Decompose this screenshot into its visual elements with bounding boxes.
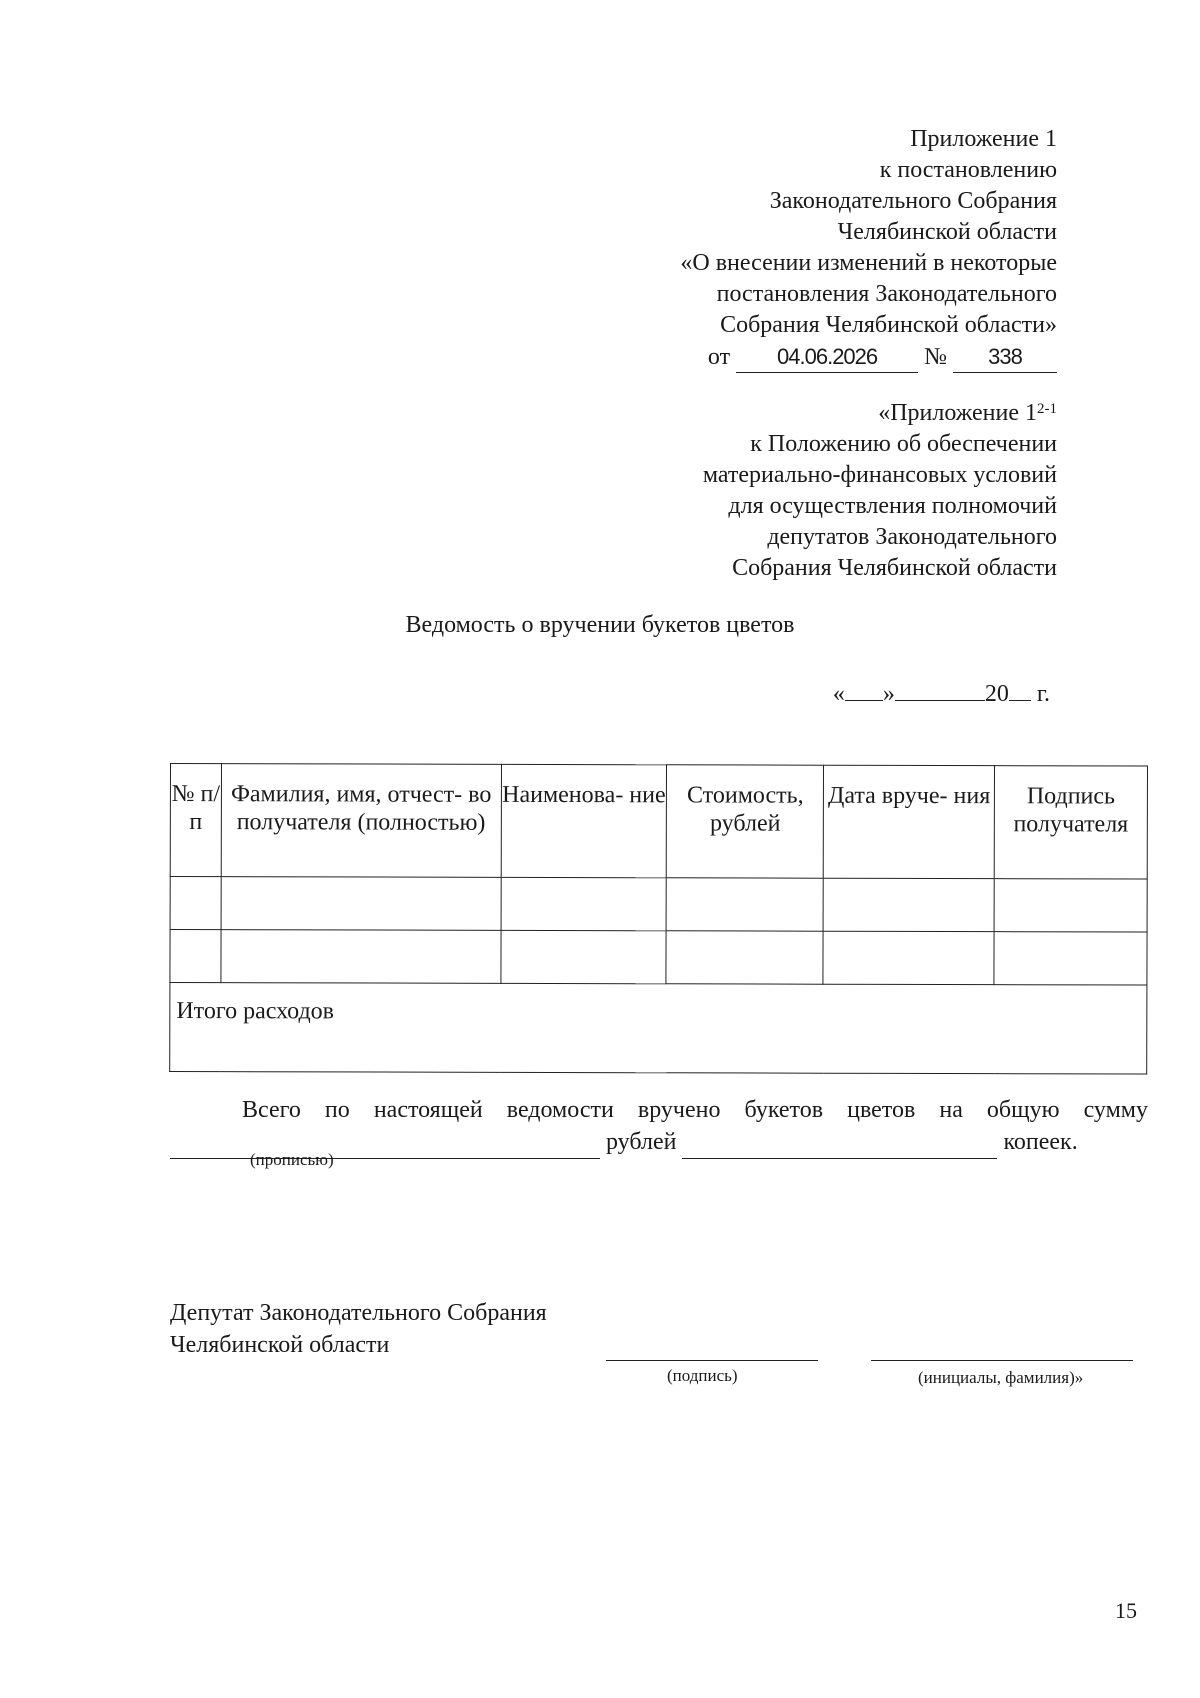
resolution-date: 04.06.2026 bbox=[736, 341, 918, 373]
appendix-2-line: депутатов Законодательного bbox=[767, 524, 1057, 550]
resolution-number: 338 bbox=[953, 341, 1057, 373]
table-cell bbox=[994, 932, 1147, 985]
appendix-2-line: Собрания Челябинской области bbox=[732, 555, 1057, 581]
appendix-1-line: к постановлению bbox=[879, 157, 1057, 183]
table-cell bbox=[221, 877, 501, 931]
day-blank bbox=[845, 680, 883, 701]
appendix-1-line: Приложение 1 bbox=[910, 126, 1057, 152]
page-number: 15 bbox=[1115, 1598, 1137, 1623]
resolution-date-number-line bbox=[680, 341, 1057, 373]
appendix-1-line: Законодательного Собрания bbox=[769, 188, 1057, 214]
appendix-1-line: постановления Законодательного bbox=[716, 281, 1057, 307]
signature-blank bbox=[606, 1360, 818, 1361]
total-expenses-label: Итого расходов bbox=[170, 983, 1147, 1075]
summary-sentence: Всего по настоящей ведомости вручено букетов цветов на общую сумму bbox=[242, 1097, 1148, 1123]
appendix-2-title bbox=[703, 398, 1057, 429]
year-suffix: г. bbox=[1036, 681, 1050, 707]
table-cell bbox=[666, 931, 823, 984]
signer-line: Челябинской области bbox=[170, 1332, 390, 1358]
number-label: № bbox=[924, 344, 947, 370]
column-header-item: Наименова- ние bbox=[501, 764, 667, 877]
column-header-number: № п/п bbox=[170, 764, 221, 877]
year-blank bbox=[1009, 680, 1031, 701]
column-header-recipient: Фамилия, имя, отчест- во получателя (полностью) bbox=[221, 764, 501, 878]
date-close-quote: » bbox=[882, 681, 895, 707]
column-header-date: Дата вруче- ния bbox=[824, 765, 995, 878]
table-cell bbox=[501, 877, 667, 930]
table-row bbox=[170, 877, 1147, 933]
signature-caption: (подпись) bbox=[667, 1366, 738, 1385]
bouquet-table bbox=[169, 763, 1148, 1075]
month-blank bbox=[895, 680, 985, 701]
table-cell bbox=[994, 879, 1147, 932]
year-prefix: 20 bbox=[984, 681, 1009, 707]
initials-caption: (инициалы, фамилия)» bbox=[918, 1368, 1084, 1387]
appendix-2-line: для осуществления полномочий bbox=[728, 493, 1057, 519]
column-header-signature: Подпись получателя bbox=[994, 766, 1147, 879]
table-cell bbox=[500, 930, 666, 983]
date-open-quote: « bbox=[832, 681, 845, 707]
table-row bbox=[170, 930, 1147, 986]
table-cell bbox=[170, 877, 221, 930]
kopecks-blank bbox=[682, 1126, 997, 1159]
table-cell bbox=[823, 931, 994, 984]
table-cell bbox=[666, 878, 823, 931]
column-header-cost: Стоимость, рублей bbox=[667, 765, 824, 878]
rubles-label: рублей bbox=[606, 1129, 677, 1155]
initials-blank bbox=[871, 1360, 1133, 1361]
signer-block bbox=[170, 1297, 547, 1361]
appendix-1-line: Собрания Челябинской области» bbox=[720, 312, 1057, 338]
in-words-caption: (прописью) bbox=[250, 1150, 334, 1169]
appendix-1-line: Челябинской области bbox=[837, 219, 1057, 245]
kopecks-label: копеек. bbox=[1003, 1129, 1078, 1155]
appendix-2-line: материально-финансовых условий bbox=[702, 462, 1057, 488]
table-cell bbox=[823, 878, 994, 931]
appendix-2-header bbox=[703, 398, 1057, 584]
appendix-2-title-main: «Приложение 1 bbox=[878, 400, 1037, 426]
appendix-2-line: к Положению об обеспечении bbox=[750, 431, 1057, 457]
amount-in-words-blank bbox=[170, 1126, 600, 1159]
document-date-line bbox=[833, 680, 1050, 708]
signer-line: Депутат Законодательного Собрания bbox=[170, 1300, 547, 1326]
table-total-row bbox=[170, 983, 1147, 1075]
table-cell bbox=[221, 930, 501, 984]
appendix-1-line: «О внесении изменений в некоторые bbox=[680, 250, 1057, 276]
document-title: Ведомость о вручении букетов цветов bbox=[405, 612, 795, 638]
appendix-1-header bbox=[680, 124, 1057, 373]
table-cell bbox=[170, 930, 221, 983]
from-label: от bbox=[707, 344, 731, 370]
table-header-row bbox=[170, 764, 1147, 880]
appendix-2-superscript: 2-1 bbox=[1037, 401, 1057, 417]
